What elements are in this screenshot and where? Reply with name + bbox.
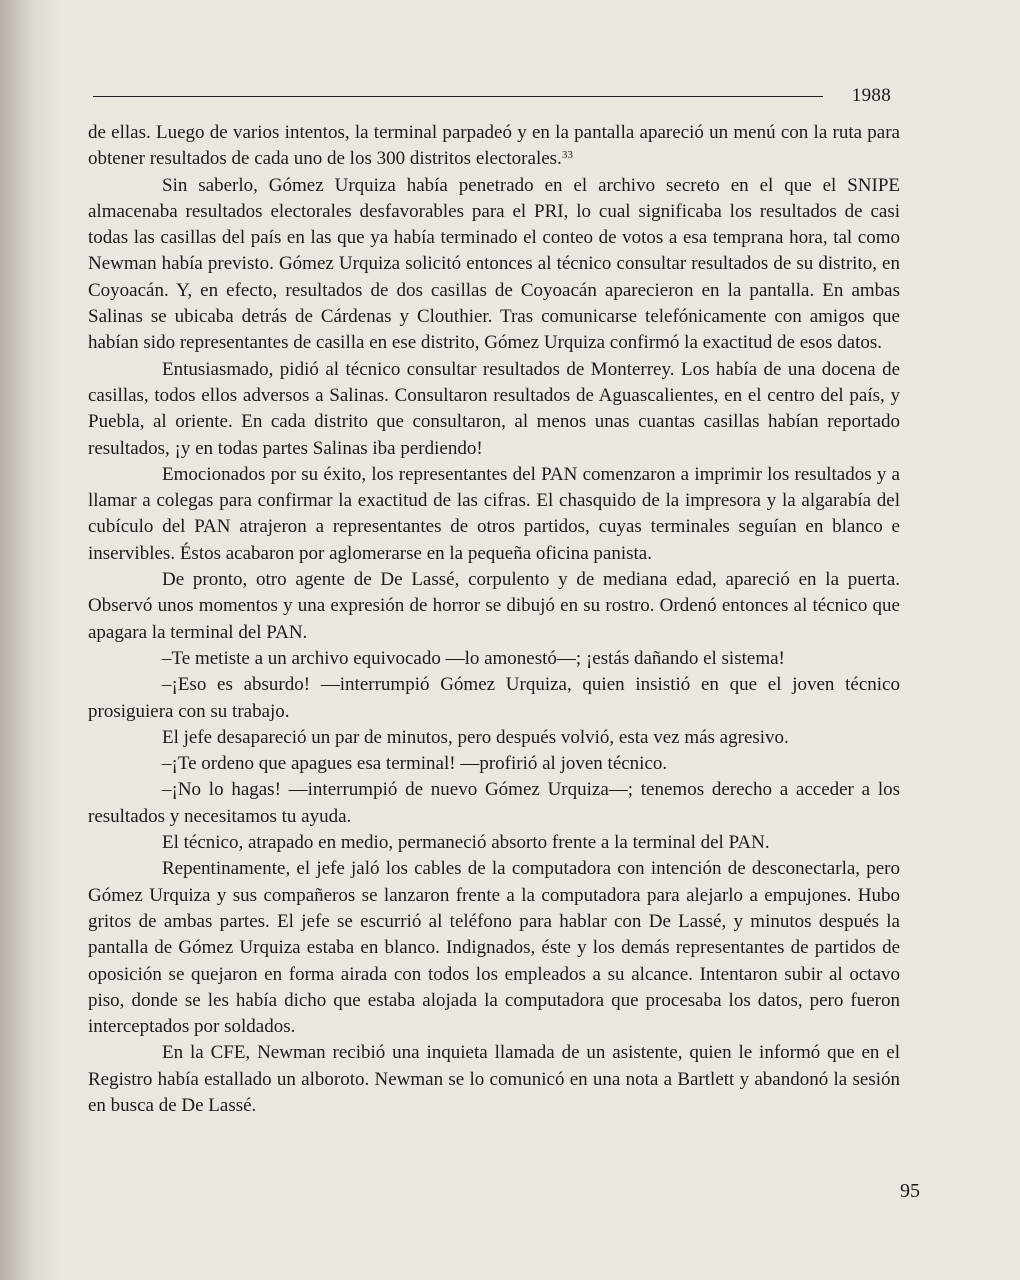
paragraph-text: –Te metiste a un archivo equivocado —lo amonestó—; ¡estás dañando el sistema! [162,647,785,669]
paragraph-text: –¡Te ordeno que apagues esa terminal! —profirió al joven técnico. [162,753,668,775]
paragraph [88,1040,900,1119]
paragraph [88,120,900,173]
running-head [93,86,891,110]
paragraph-text: de ellas. Luego de varios intentos, la terminal parpadeó y en la pantalla apareció un menú con la ruta para obtener resultados de cada uno de los 300 distritos electorales. [88,122,900,170]
header-rule [93,96,823,97]
body-text [88,120,900,1119]
paragraph [88,777,900,830]
footnote-marker: 33 [561,149,573,162]
paragraph [88,357,900,462]
running-title: 1988 [851,85,891,106]
paragraph-text: El jefe desapareció un par de minutos, pero después volvió, esta vez más agresivo. [162,726,789,748]
paragraph [88,462,900,567]
paragraph [88,830,900,856]
paragraph [88,725,900,751]
paragraph-text: –¡No lo hagas! —interrumpió de nuevo Gómez Urquiza—; tenemos derecho a acceder a los resultados y necesitamos tu ayuda. [88,779,900,827]
paragraph-text: Sin saberlo, Gómez Urquiza había penetrado en el archivo secreto en el que el SNIPE almacenaba resultados electorales desfavorables para el PRI, lo cual significaba los resultados de casi todas las casillas del país en las que ya había terminado el conteo de votos a esa temprana hora, tal como Newman había previsto. Gómez Urquiza solicitó entonces al técnico consultar resultados de su distrito, en Coyoacán. Y, en efecto, resultados de dos casillas de Coyoacán aparecieron en la pantalla. En ambas Salinas se ubicaba detrás de Cárdenas y Clouthier. Tras comunicarse telefónicamente con amigos que habían sido representantes de casilla en ese distrito, Gómez Urquiza confirmó la exactitud de esos datos. [88,174,900,354]
paragraph [88,856,900,1040]
page-number: 95 [900,1180,920,1202]
paragraph [88,567,900,646]
paragraph-text: El técnico, atrapado en medio, permaneció absorto frente a la terminal del PAN. [162,832,770,854]
paragraph-text: Entusiasmado, pidió al técnico consultar resultados de Monterrey. Los había de una docena de casillas, todos ellos adversos a Salinas. Consultaron resultados de Aguascalientes, en el centro del país, y Puebla, al oriente. En cada distrito que consultaron, al menos unas cuantas casillas habían reportado resultados, ¡y en todas partes Salinas iba perdiendo! [88,358,900,459]
paragraph-text: –¡Eso es absurdo! —interrumpió Gómez Urquiza, quien insistió en que el joven técnico prosiguiera con su trabajo. [88,674,900,722]
paragraph [88,173,900,357]
paragraph-text: De pronto, otro agente de De Lassé, corpulento y de mediana edad, apareció en la puerta. Observó unos momentos y una expresión de horror se dibujó en su rostro. Ordenó entonces al técnico que apagara la terminal del PAN. [88,569,900,643]
paragraph [88,672,900,725]
paragraph [88,646,900,672]
paragraph-text: En la CFE, Newman recibió una inquieta llamada de un asistente, quien le informó que en el Registro había estallado un alboroto. Newman se lo comunicó en una nota a Bartlett y abandonó la sesión en busca de De Lassé. [88,1042,900,1116]
paragraph-text: Emocionados por su éxito, los representantes del PAN comenzaron a imprimir los resultados y a llamar a colegas para confirmar la exactitud de las cifras. El chasquido de la impresora y la algarabía del cubículo del PAN atrajeron a representantes de otros partidos, cuyas terminales seguían en blanco e inservibles. Éstos acabaron por aglomerarse en la pequeña oficina panista. [88,463,900,564]
paragraph [88,751,900,777]
paragraph-text: Repentinamente, el jefe jaló los cables de la computadora con intención de desconectarla, pero Gómez Urquiza y sus compañeros se lanzaron frente a la computadora para alejarlo a empujones. Hubo gritos de ambas partes. El jefe se escurrió al teléfono para hablar con De Lassé, y minutos después la pantalla de Gómez Urquiza estaba en blanco. Indignados, éste y los demás representantes de partidos de oposición se quejaron en forma airada con todos los empleados a su alcance. Intentaron subir al octavo piso, donde se les había dicho que estaba alojada la computadora que procesaba los datos, pero fueron interceptados por soldados. [88,858,900,1038]
